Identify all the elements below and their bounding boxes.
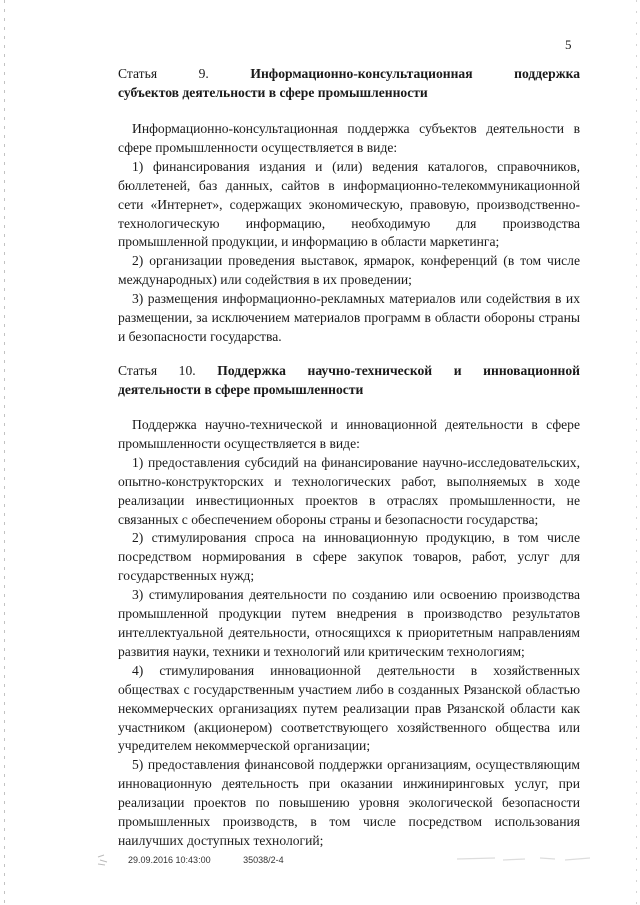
list-item: 1) предоставления субсидий на финансирование научно-исследовательских, опытно-конструкторских и технологических работ, выполняемых в ходе реализации инвестиционных проектов в отраслях промышленности, не связанных с обеспечением обороны страны и безопасности государства; [118,454,580,527]
article-10-body [118,416,580,851]
scan-left-edge [4,0,5,905]
scan-mark [95,853,121,867]
list-item: 5) предоставления финансовой поддержки организациям, осуществляющим инновационную деятельность при оказании инжиниринговых услуг, при реализации проектов по повышению уровня экологической безопасности промышленных производств, в том числе посредством использования наилучших доступных технологий; [118,757,580,848]
scan-right-edge [636,0,637,905]
paragraph: Поддержка научно-технической и инновационной деятельности в сфере промышленности осуществляется в виде: [118,417,580,451]
footer-doc-id: 35038/2-4 [243,855,284,865]
footer-stamp [128,855,314,865]
list-item: 3) стимулирования деятельности по созданию или освоению производства промышленной продукции путем внедрения в производство результатов интеллектуальной деятельности, относящихся к приоритетным направлениям развития науки, техники и технологий или критическим технологиям; [118,587,580,659]
list-item: 2) стимулирования спроса на инновационную продукцию, в том числе посредством нормирования в сфере закупок товаров, работ, услуг для государственных нужд; [118,530,580,584]
list-item: 4) стимулирования инновационной деятельности в хозяйственных обществах с государственным участием либо в созданных Рязанской областью некоммерческих организациях путем реализации прав Рязанской области как участником (акционером) соответствующего хозяйственного общества или учредителем некоммерческой организации; [118,662,580,754]
article-9-title-line2: субъектов деятельности в сфере промышленности [118,85,428,100]
list-item: 1) финансирования издания и (или) ведения каталогов, справочников, бюллетеней, баз данных, сайтов в информационно-телекоммуникационной сети «Интернет», содержащих экономическую, правовую, производственно-технологическую информацию, необходимую для производства промышленной продукции, и информацию в области маркетинга; [118,158,580,250]
article-10-prefix: Статья 10. [118,363,196,378]
article-9-body [118,120,580,347]
article-9-heading [118,64,580,102]
paragraph: Информационно-консультационная поддержка субъектов деятельности в сфере промышленности осуществляется в виде: [118,121,580,155]
article-10-heading [118,361,580,399]
footer-timestamp: 29.09.2016 10:43:00 [128,855,211,865]
list-item: 3) размещения информационно-рекламных материалов или содействия в их размещении, за исключением материалов программ в области обороны страны и безопасности государства. [118,291,580,344]
article-10-title-line2: деятельности в сфере промышленности [118,382,364,397]
article-9-title-line1: Информационно-консультационная поддержка [250,66,580,81]
page-number: 5 [565,37,572,52]
article-9-prefix: Статья 9. [118,66,209,81]
faint-stamp-mark [455,853,595,867]
list-item: 2) организации проведения выставок, ярмарок, конференций (в том числе международных) или содействия в их проведении; [118,253,580,288]
article-10-title-line1: Поддержка научно-технической и инновационной [217,363,581,378]
